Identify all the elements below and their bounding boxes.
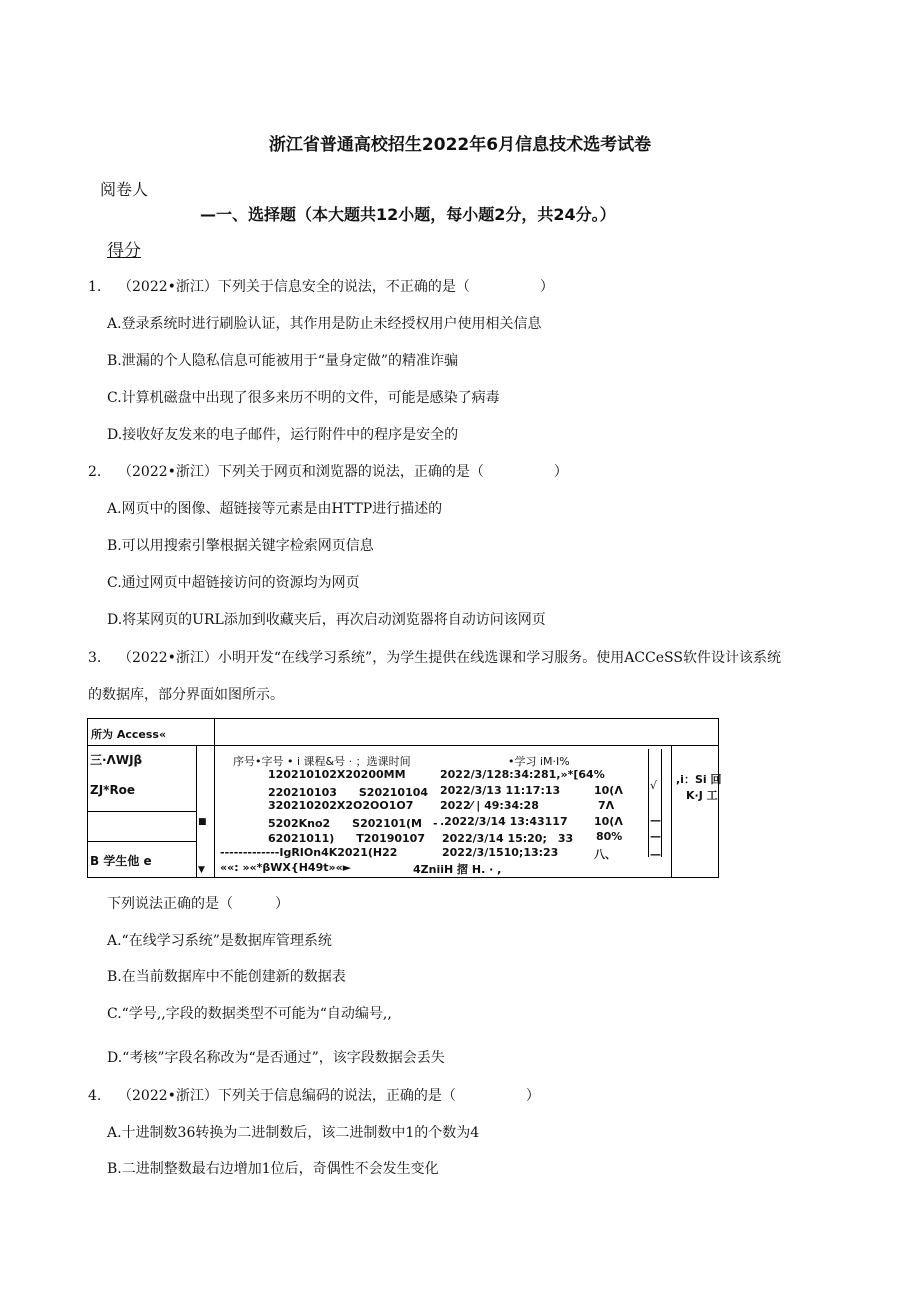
question-stem: （2022•浙江）小明开发“在线学习系统”，为学生提供在线选课和学习服务。使用ACCeSS软件设计该系统 [118,650,781,666]
question-number: 4. [88,1088,102,1104]
table-row-col3: 八、 [594,848,616,861]
nav-item[interactable]: B 学生他 e [90,854,152,868]
question-number: 1. [88,279,102,295]
question-2 [88,461,568,481]
table-row-col3: 10(Λ [594,815,623,828]
table-row-col3: 7Λ [598,799,615,812]
table-header: 序号•字号 • i 课程&号 · ；选课时间 [233,755,411,768]
option-b: B.可以用搜索引擎根据关键字检索网页信息 [107,538,374,554]
right-panel-text: ,i：Si 回 [676,773,722,786]
dash-cell: — [650,848,661,861]
table-row-col3: 80% [596,830,623,843]
option-c: C.“学号,,字段的数据类型不可能为“自动编号,, [107,1006,392,1022]
right-panel-text: K·J 工 [686,789,718,802]
question-4 [88,1085,540,1105]
table-row-col1: 120210102X20200MM [268,768,406,781]
option-c: C.计算机磁盘中出现了很多来历不明的文件，可能是感染了病毒 [107,390,500,406]
question-ask: 下列说法正确的是（ ） [107,896,289,912]
question-3 [88,647,781,667]
table-row-col2: 2022/3/14 15:20; 33 [442,832,574,845]
table-row-col2: 2022/3/128:34:281,»*[64% [440,768,605,781]
table-row-col1: 62021011) T20190107 [268,832,425,845]
table-row-col2: 2022/3/13 11:17:13 [440,784,561,797]
record-navigator-right: 4ZniiH 摺 H. · , [413,863,502,876]
option-a: A.登录系统时进行刷脸认证，其作用是防止未经授权用户使用相关信息 [107,316,542,332]
table-header-right: •学习 iM·I% [508,755,570,768]
table-row-col2: 2022⁄ | 49:34:28 [440,799,539,812]
table-row-col1: -------------IgRIOn4K2021(H22 [220,846,398,859]
record-navigator[interactable]: ««: »«*βWX{H49t»«► [220,861,352,874]
access-screenshot [87,718,722,878]
section-heading: —一、选择题（本大题共12小题，每小题2分，共24分。） [200,205,616,224]
question-1 [88,276,554,296]
scroll-down-arrow[interactable]: ▼ [198,865,205,875]
table-row-col2: .2022/3/14 13:43117 [440,815,568,828]
option-b: B.二进制整数最右边增加1位后，奇偶性不会发生变化 [107,1161,439,1177]
table-row-col3: 10(Λ [594,784,623,797]
question-stem-continued: 的数据库，部分界面如图所示。 [88,687,284,703]
question-stem: （2022•浙江）下列关于信息安全的说法，不正确的是（ ） [118,279,554,295]
option-a: A.十进制数36转换为二进制数后，该二进制数中1的个数为4 [107,1125,480,1141]
reviewer-label: 阅卷人 [100,180,149,199]
checkbox-check[interactable]: √ [650,779,658,792]
option-a: A.“在线学习系统”是数据库管理系统 [107,933,332,949]
dash-cell: — [650,814,661,827]
question-stem: （2022•浙江）下列关于信息编码的说法，正确的是（ ） [118,1088,540,1104]
table-row-col2: 2022/3/1510;13:23 [442,846,559,859]
option-b: B.泄漏的个人隐私信息可能被用于“量身定做”的精准诈骗 [107,353,459,369]
score-label: 得分 [107,241,141,261]
option-c: C.通过网页中超链接访问的资源均为网页 [107,575,360,591]
option-d: D.将某网页的URL添加到收藏夹后，再次启动浏览器将自动访问该网页 [107,612,546,628]
option-b: B.在当前数据库中不能创建新的数据表 [107,969,346,985]
question-number: 2. [88,464,102,480]
table-row-col1: 220210103 S20210104 [268,786,429,799]
option-d: D.“考核”字段名称改为“是否通过”，该字段数据会丢失 [107,1050,445,1066]
dash-cell: — [650,830,661,843]
nav-item[interactable]: 三·ΛWJβ [90,753,143,767]
table-row-col1: 5202Kno2 S202101(M - [268,817,438,830]
option-a: A.网页中的图像、超链接等元素是由HTTP进行描述的 [107,501,443,517]
page-title: 浙江省普通高校招生2022年6月信息技术选考试卷 [268,135,652,155]
scroll-marker[interactable]: ■ [198,817,207,827]
question-number: 3. [88,650,102,666]
question-stem: （2022•浙江）下列关于网页和浏览器的说法，正确的是（ ） [118,464,568,480]
table-row-col1: 320210202X2O2OO1O7 [268,799,414,812]
option-d: D.接收好友发来的电子邮件，运行附件中的程序是安全的 [107,427,459,443]
nav-item[interactable]: ZJ*Roe [90,783,136,797]
access-titlebar: 所为 Access« [91,728,167,741]
